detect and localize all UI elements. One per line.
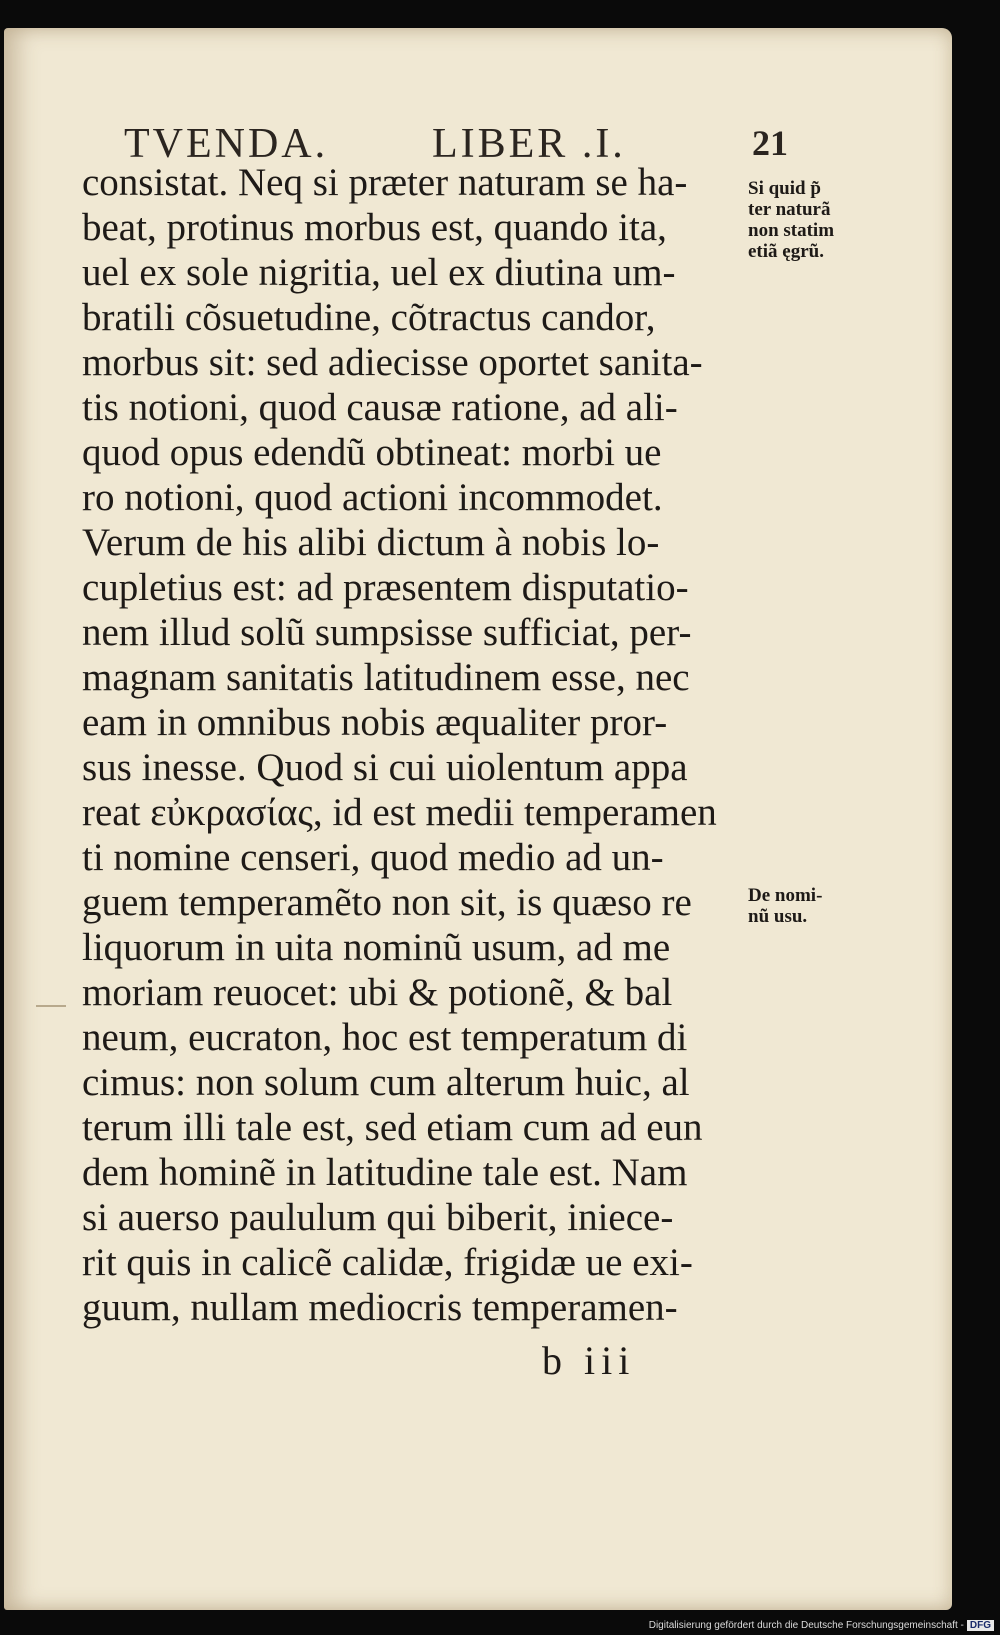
text-line: consistat. Neq si præter naturam se ha-	[82, 161, 688, 204]
folio-number: 21	[752, 123, 788, 163]
text-line: nem illud solũ sumpsisse sufficiat, per-	[82, 611, 692, 654]
text-line: reat εὐκρασίας, id est medii temperamen	[82, 791, 717, 834]
text-line: uel ex sole nigritia, uel ex diutina um-	[82, 251, 676, 294]
text-line: terum illi tale est, sed etiam cum ad eun	[82, 1106, 703, 1149]
text-line: ti nomine censeri, quod medio ad un-	[82, 836, 664, 879]
text-line: magnam sanitatis latitudinem esse, nec	[82, 656, 690, 699]
margin-note	[748, 885, 822, 927]
text-line: si auerso paululum qui biberit, iniece-	[82, 1196, 674, 1239]
margin-note-line: etiã ęgrũ.	[748, 241, 824, 262]
text-line: moriam reuocet: ubi & potionẽ, & bal	[82, 971, 673, 1014]
text-line: tis notioni, quod causæ ratione, ad ali-	[82, 386, 678, 429]
text-line: Verum de his alibi dictum à nobis lo-	[82, 521, 660, 564]
text-line: sus inesse. Quod si cui uiolentum appa	[82, 746, 688, 789]
margin-note-line: non statim	[748, 220, 835, 241]
dfg-logo: DFG	[967, 1620, 994, 1631]
text-line: guum, nullam mediocris temperamen-	[82, 1286, 678, 1329]
margin-note-line: De nomi-	[748, 885, 823, 906]
text-line: morbus sit: sed adiecisse oportet sanita-	[82, 341, 703, 384]
text-line: bratili cõsuetudine, cõtractus candor,	[82, 296, 656, 339]
body-text	[82, 160, 732, 1330]
text-line: ro notioni, quod actioni incommodet.	[82, 476, 663, 519]
margin-note	[748, 178, 834, 262]
section-title: LIBER .I.	[432, 121, 626, 167]
credit-text: Digitalisierung gefördert durch die Deutsche Forschungsgemeinschaft -	[648, 1620, 964, 1631]
margin-note-line: ter naturã	[748, 199, 831, 220]
text-line: rit quis in calicẽ calidæ, frigidæ ue exi-	[82, 1241, 693, 1284]
running-title: TVENDA.	[124, 121, 329, 167]
text-line: cupletius est: ad præsentem disputatio-	[82, 566, 689, 609]
text-line: eam in omnibus nobis æqualiter pror-	[82, 701, 668, 744]
text-line: liquorum in uita nominũ usum, ad me	[82, 926, 671, 969]
text-line: guem temperamẽto non sit, is quæso re	[82, 881, 692, 924]
margin-note-line: Si quid p̃	[748, 178, 821, 199]
margin-note-line: nũ usu.	[748, 906, 808, 927]
margin-rule	[36, 1005, 66, 1007]
text-line: quod opus edendũ obtineat: morbi ue	[82, 431, 662, 474]
signature-mark: b iii	[542, 1338, 636, 1383]
digitization-credit	[649, 1620, 994, 1631]
text-line: neum, eucraton, hoc est temperatum di	[82, 1016, 688, 1059]
text-line: cimus: non solum cum alterum huic, al	[82, 1061, 690, 1104]
text-line: dem hominẽ in latitudine tale est. Nam	[82, 1151, 688, 1194]
text-line: beat, protinus morbus est, quando ita,	[82, 206, 667, 249]
